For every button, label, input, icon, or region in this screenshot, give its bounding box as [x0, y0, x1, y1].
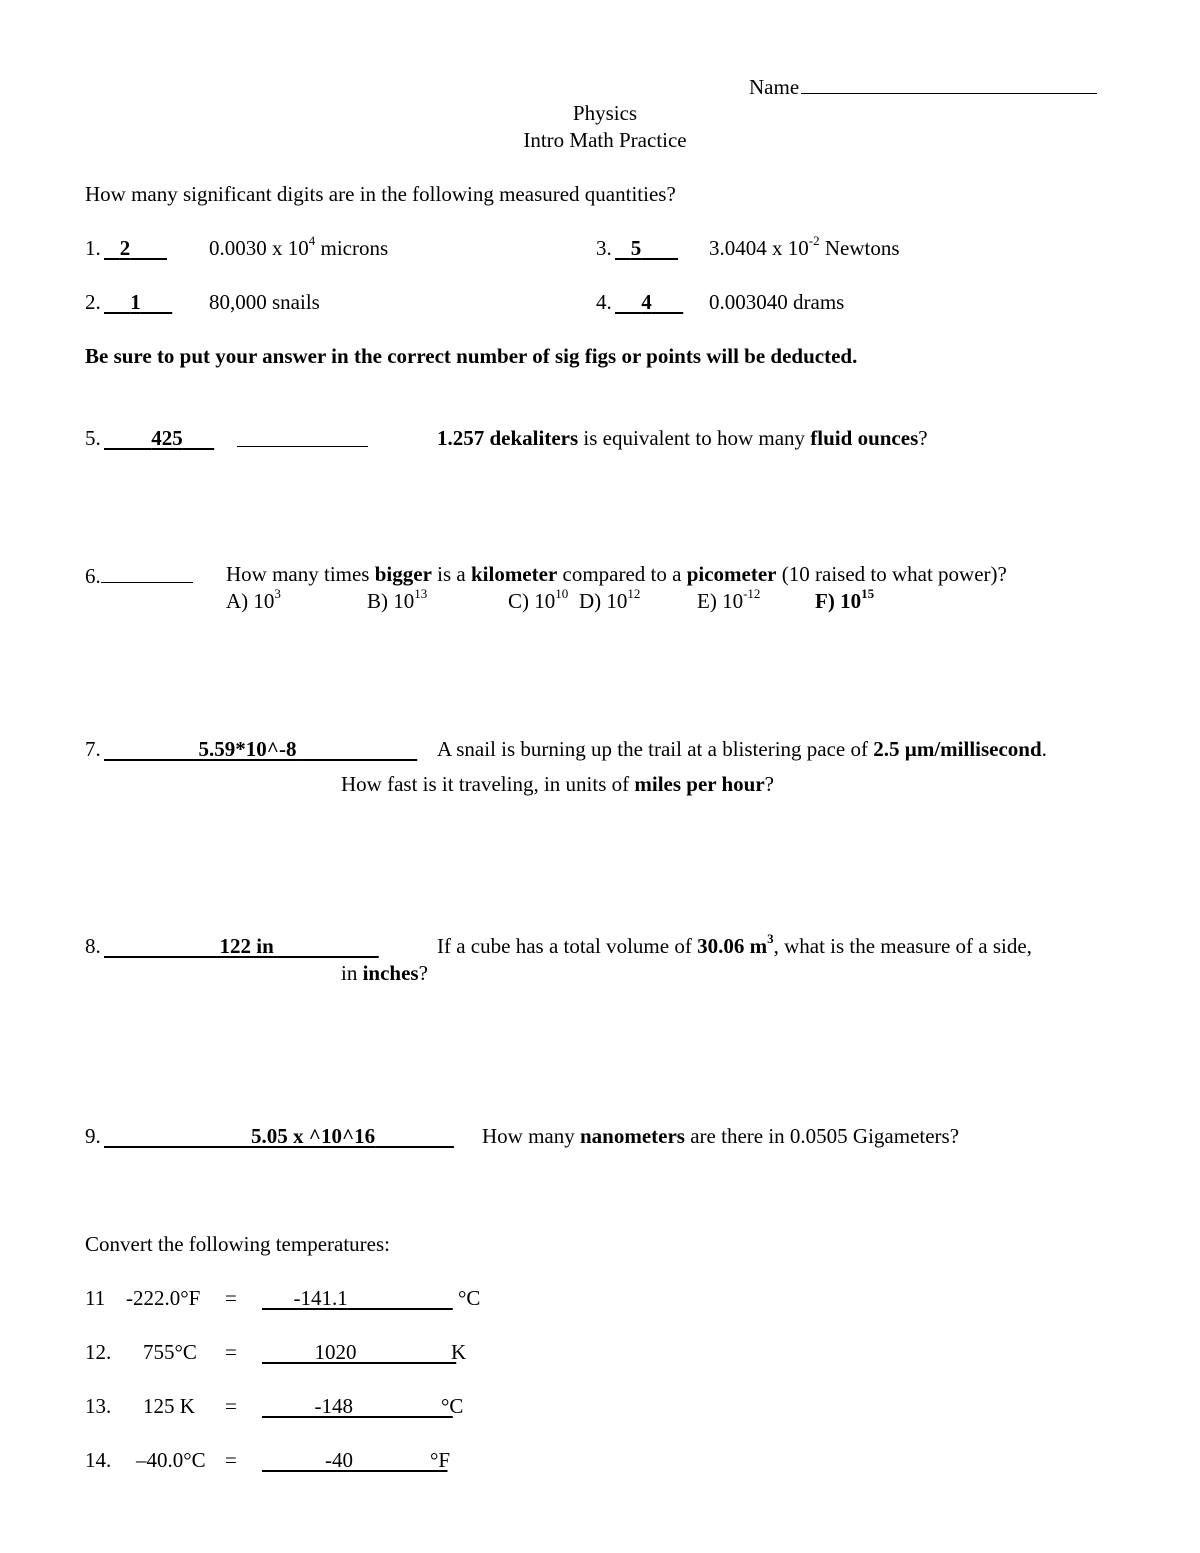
temp-12-unit: K	[451, 1340, 467, 1364]
temp-11-given: -222.0°F	[126, 1286, 201, 1310]
q6-question: How many times bigger is a kilometer compared to a picometer (10 raised to what power)?	[226, 562, 1007, 586]
q2-quantity: 80,000 snails	[209, 290, 320, 314]
q4-answer: 4	[641, 290, 652, 314]
q7-number: 7.	[85, 737, 101, 761]
q2-number: 2.	[85, 290, 101, 314]
temps-prompt: Convert the following temperatures:	[85, 1232, 391, 1256]
q3-quantity: 3.0404 x $10^{-2}$ Newtons	[709, 233, 900, 260]
temp-14-given: –40.0°C	[136, 1448, 206, 1472]
temp-13-answer: -148	[314, 1394, 353, 1418]
q6-choice-e: E) $10^{-12}$	[697, 586, 761, 613]
q5-answer: 425	[151, 426, 183, 450]
q7-answer: 5.59*10^-8	[198, 737, 297, 761]
temp-14-equals: =	[225, 1448, 237, 1472]
temp-11-number: 11	[85, 1286, 106, 1310]
temp-14-number: 14.	[85, 1448, 112, 1472]
temp-13-given: 125 K	[143, 1394, 195, 1418]
page-title: Intro Math Practice	[523, 128, 687, 152]
q4-quantity: 0.003040 drams	[709, 290, 845, 314]
q7-question: A snail is burning up the trail at a blistering pace of 2.5 µm/millisecond.	[437, 737, 1047, 761]
q1-number: 1.	[85, 236, 101, 260]
q9-number: 9.	[85, 1124, 101, 1148]
temp-12-equals: =	[225, 1340, 237, 1364]
q6-choice-a: A) $10^3$	[226, 586, 281, 613]
q3-answer: 5	[630, 236, 642, 260]
subject-heading: Physics	[572, 101, 638, 125]
q6-number: 6.	[85, 564, 193, 587]
q2-answer: 1	[130, 290, 141, 314]
name-label: Name	[749, 75, 800, 99]
q5-question: 1.257 dekaliters is equivalent to how many fluid ounces?	[437, 426, 928, 450]
q3-number: 3.	[596, 236, 612, 260]
temp-13-number: 13.	[85, 1394, 112, 1418]
temp-12-answer: 1020	[314, 1340, 357, 1364]
q9-question: How many nanometers are there in 0.0505 Gigameters?	[482, 1124, 960, 1148]
q7-question-line2: How fast is it traveling, in units of miles per hour?	[341, 772, 774, 796]
name-line[interactable]	[801, 76, 1097, 94]
sig-figs-warning: Be sure to put your answer in the correct number of sig figs or points will be deducted.	[85, 344, 858, 368]
q6-choice-d: D) $10^{12}$	[579, 586, 641, 613]
q9-answer: 5.05 x ^10^16	[251, 1124, 376, 1148]
temp-13-unit: °C	[441, 1394, 464, 1418]
q8-question: If a cube has a total volume of 30.06 $m^3$, what is the measure of a side,	[437, 931, 1032, 958]
sig-figs-prompt: How many significant digits are in the following measured quantities?	[85, 182, 676, 206]
q4-number: 4.	[596, 290, 612, 314]
temp-13-equals: =	[225, 1394, 237, 1418]
q5-number: 5.	[85, 426, 101, 450]
q8-answer: 122 in	[219, 934, 274, 958]
temp-14-unit: °F	[430, 1448, 451, 1472]
name-field[interactable]	[749, 76, 1097, 98]
q8-question-line2: in inches?	[341, 961, 428, 985]
temp-11-equals: =	[225, 1286, 237, 1310]
temp-11-unit: °C	[458, 1286, 481, 1310]
q6-choice-f: F) $10^{15}$	[815, 586, 875, 613]
q6-choice-c: C) $10^{10}$	[508, 586, 569, 613]
q6-choice-b: B) $10^{13}$	[367, 586, 428, 613]
temp-12-given: 755°C	[143, 1340, 197, 1364]
temp-12-number: 12.	[85, 1340, 112, 1364]
temp-14-answer: -40	[325, 1448, 353, 1472]
q5-extra-blank[interactable]	[237, 428, 368, 451]
q8-number: 8.	[85, 934, 101, 958]
q1-answer: 2	[119, 236, 131, 260]
temp-11-answer: -141.1	[293, 1286, 348, 1310]
q1-quantity: 0.0030 x $10^4$ microns	[209, 233, 389, 260]
